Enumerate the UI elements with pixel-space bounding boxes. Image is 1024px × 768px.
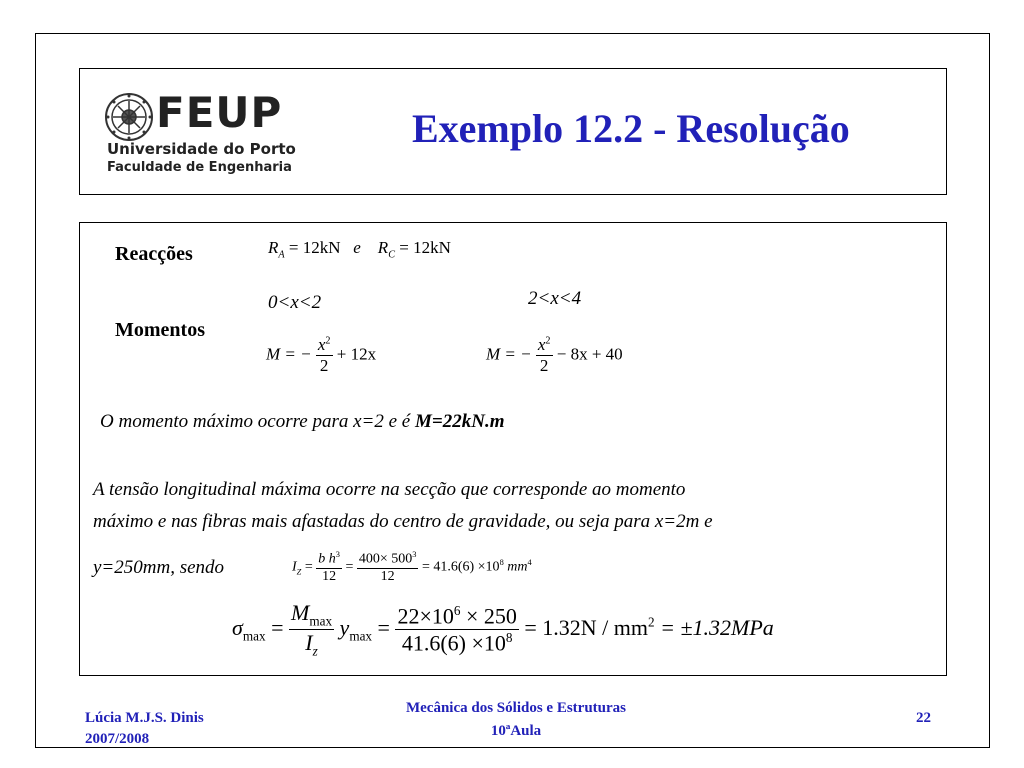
footer-year: 2007/2008 bbox=[85, 731, 150, 747]
conjunction: e bbox=[353, 238, 361, 257]
sigma-f1-den: I bbox=[305, 630, 313, 656]
m1-den: 2 bbox=[319, 356, 329, 375]
sigma-f1-num: M bbox=[291, 600, 310, 625]
paragraph-line-1: A tensão longitudinal máxima ocorre na secção que corresponde ao momento bbox=[93, 479, 686, 500]
iz-rhs-exp: 8 bbox=[499, 557, 504, 567]
m2-num-exp: 2 bbox=[545, 335, 551, 347]
page-number: 22 bbox=[916, 710, 931, 726]
max-moment-text: O momento máximo ocorre para x=2 e é bbox=[100, 411, 415, 432]
paragraph-line-2: máximo e nas fibras mais afastadas do centro de gravidade, ou seja para x=2m e bbox=[93, 511, 713, 532]
sigma-result-tail: = ±1.32MPa bbox=[654, 614, 774, 640]
sigma-y: y bbox=[339, 614, 350, 640]
iz-f2-den: 12 bbox=[380, 568, 395, 584]
iz-f1-num-exp: 3 bbox=[335, 550, 340, 559]
sigma-y-sub: max bbox=[349, 628, 373, 644]
logo-name: FEUP bbox=[156, 88, 283, 137]
range-2: 2<x<4 bbox=[528, 288, 582, 309]
reactions-equation bbox=[268, 238, 451, 260]
sigma-f2-num-exp: 6 bbox=[453, 603, 461, 619]
sigma-f2-den: 41.6(6) ×10 bbox=[401, 630, 506, 656]
rc-symbol: R bbox=[377, 238, 389, 257]
sigma-f2-num: 22×10 bbox=[397, 603, 454, 629]
sigma-f2-den-exp: 8 bbox=[505, 630, 513, 646]
paragraph-line-3: y=250mm, sendo bbox=[93, 557, 225, 578]
rc-value: = 12kN bbox=[399, 238, 451, 257]
iz-f1-num: b h bbox=[318, 551, 336, 567]
sigma-lhs: σ bbox=[232, 614, 243, 640]
iz-f1-den: 12 bbox=[322, 568, 337, 584]
sigma-f1-num-sub: max bbox=[309, 613, 333, 629]
sigma-equation: $\sigma_{max}$ = $\frac{M_{max}}{I_z}$ $y_{max}$ = $\frac{22\times 10^6 \times 250}{41.6(6) \times 10^8}$ = $1.32N / mm^2 = \pm 1.32MPa$ bbox=[232, 600, 774, 659]
moments-label: Momentos bbox=[115, 319, 205, 341]
range-1: 0<x<2 bbox=[268, 292, 322, 313]
ra-value: = 12kN bbox=[288, 238, 341, 257]
m1-tail: + 12x bbox=[336, 344, 377, 364]
ra-symbol: R bbox=[268, 238, 279, 257]
footer-author: Lúcia M.J.S. Dinis bbox=[85, 710, 204, 726]
university-seal-icon bbox=[104, 92, 154, 142]
iz-unit: mm bbox=[507, 559, 528, 575]
iz-fraction-1 bbox=[316, 550, 342, 585]
max-moment-value: M=22kN.m bbox=[415, 411, 505, 432]
m2-den: 2 bbox=[539, 356, 549, 375]
sigma-fraction-2 bbox=[395, 603, 518, 657]
m2-fraction bbox=[536, 335, 553, 376]
sigma-f1-den-sub: z bbox=[312, 643, 318, 659]
footer-course: Mecânica dos Sólidos e Estruturas bbox=[405, 700, 626, 716]
reactions-label: Reacções bbox=[115, 243, 193, 265]
slide-title: Exemplo 12.2 - Resolução bbox=[412, 106, 850, 151]
iz-fraction-2 bbox=[357, 550, 419, 585]
iz-unit-exp: 4 bbox=[527, 557, 532, 567]
sigma-fraction-1 bbox=[289, 600, 334, 660]
moment-equation-2 bbox=[486, 335, 623, 376]
iz-lhs-sub: Z bbox=[296, 567, 302, 577]
ra-subscript: A bbox=[278, 249, 285, 261]
logo-faculty: Faculdade de Engenharia bbox=[107, 160, 292, 175]
m1-fraction bbox=[316, 335, 333, 376]
iz-f2-num-exp: 3 bbox=[412, 550, 417, 559]
footer-lesson: 10ªAula bbox=[490, 723, 542, 739]
iz-rhs: = 41.6(6) ×10 bbox=[421, 559, 500, 575]
m2-lhs: M = − bbox=[486, 344, 532, 364]
m1-lhs: M = − bbox=[266, 344, 312, 364]
m1-num-exp: 2 bbox=[325, 335, 331, 347]
iz-equation: $I_Z$ = $\frac{b h^3}{12}$ = $\frac{400\times 500^3}{12}$ = $41.6(6) \times 10^8$ $mm^4$ bbox=[292, 550, 532, 584]
m1-num: x bbox=[317, 335, 326, 354]
sigma-result: = 1.32N / mm bbox=[524, 614, 649, 640]
max-moment-statement bbox=[100, 411, 504, 433]
iz-lhs: I bbox=[292, 559, 297, 575]
rc-subscript: C bbox=[388, 249, 395, 261]
sigma-lhs-sub: max bbox=[242, 628, 266, 644]
sigma-result-exp: 2 bbox=[648, 614, 655, 630]
m2-num: x bbox=[537, 335, 546, 354]
logo-university: Universidade do Porto bbox=[107, 140, 296, 158]
iz-f2-num: 400× 500 bbox=[358, 551, 413, 567]
sigma-f2-num-tail: × 250 bbox=[460, 603, 517, 629]
moment-equation-1 bbox=[266, 335, 376, 376]
m2-tail: − 8x + 40 bbox=[556, 344, 623, 364]
